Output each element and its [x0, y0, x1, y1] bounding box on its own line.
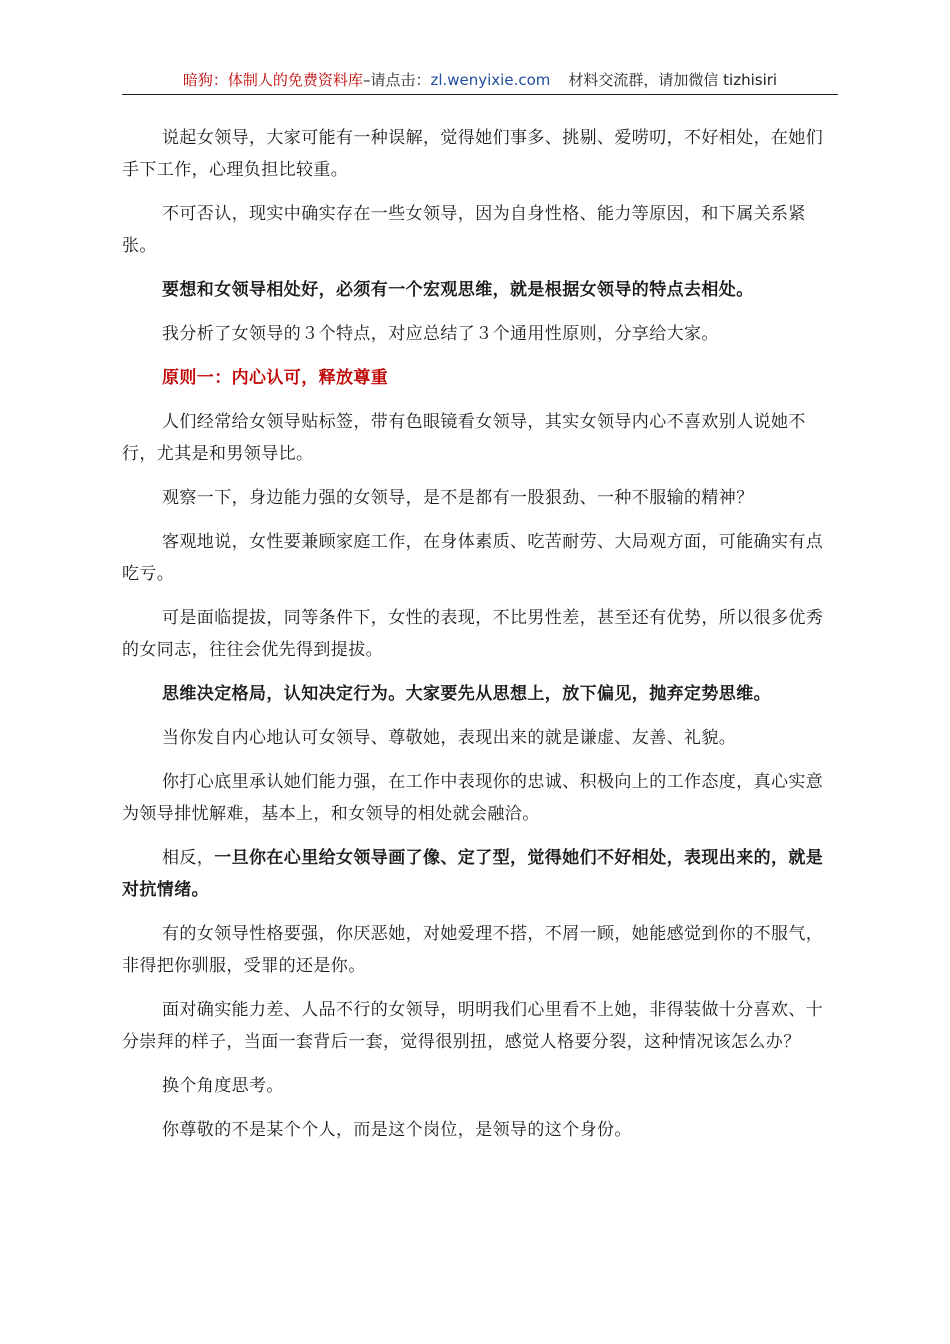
paragraph: 面对确实能力差、人品不行的女领导，明明我们心里看不上她，非得装做十分喜欢、十分崇拜的样子，当面一套背后一套，觉得很别扭，感觉人格要分裂，这种情况该怎么办？: [122, 1000, 824, 1052]
paragraph: 观察一下，身边能力强的女领导，是不是都有一股狠劲、一种不服输的精神？: [162, 488, 754, 508]
header-wechat-note: 材料交流群，请加微信 tizhisiri: [568, 71, 778, 89]
paragraph: 人们经常给女领导贴标签，带有色眼镜看女领导，其实女领导内心不喜欢别人说她不行，尤其是和男领导比。: [122, 412, 806, 464]
paragraph-intro: 说起女领导，大家可能有一种误解，觉得她们事多、挑剔、爱唠叨，不好相处，在她们手下工作，心理负担比较重。: [122, 128, 824, 180]
paragraph-contrast: [122, 842, 838, 906]
header-link[interactable]: zl.wenyixie.com: [430, 71, 551, 89]
paragraph: 你尊敬的不是某个个人，而是这个岗位，是领导的这个身份。: [162, 1120, 632, 1140]
key-point: 思维决定格局，认知决定行为。大家要先从思想上，放下偏见，抛弃定势思维。: [162, 684, 771, 704]
paragraph-emphasis: 一旦你在心里给女领导画了像、定了型，觉得她们不好相处，表现出来的，就是对抗情绪。: [122, 848, 824, 900]
page-header: [122, 66, 838, 95]
article-body: [122, 122, 838, 1158]
paragraph: 客观地说，女性要兼顾家庭工作，在身体素质、吃苦耐劳、大局观方面，可能确实有点吃亏。: [122, 532, 824, 584]
paragraph: 我分析了女领导的３个特点，对应总结了３个通用性原则，分享给大家。: [162, 324, 719, 344]
paragraph: 当你发自内心地认可女领导、尊敬她，表现出来的就是谦虚、友善、礼貌。: [162, 728, 737, 748]
paragraph: 你打心底里承认她们能力强，在工作中表现你的忠诚、积极向上的工作态度，真心实意为领导排忧解难，基本上，和女领导的相处就会融洽。: [122, 772, 824, 824]
paragraph-lead: 相反，: [162, 848, 215, 868]
paragraph: 不可否认，现实中确实存在一些女领导，因为自身性格、能力等原因，和下属关系紧张。: [122, 204, 806, 256]
key-point: 要想和女领导相处好，必须有一个宏观思维，就是根据女领导的特点去相处。: [162, 280, 754, 300]
header-brand: 暗狗：体制人的免费资料库: [182, 71, 363, 89]
paragraph: 换个角度思考。: [162, 1076, 284, 1096]
paragraph: 可是面临提拔，同等条件下，女性的表现，不比男性差，甚至还有优势，所以很多优秀的女同志，往往会优先得到提拔。: [122, 608, 824, 660]
paragraph: 有的女领导性格要强，你厌恶她，对她爱理不搭，不屑一顾，她能感觉到你的不服气，非得把你驯服，受罪的还是你。: [122, 924, 824, 976]
section-heading-principle-one: 原则一：内心认可，释放尊重: [162, 368, 389, 388]
header-link-prefix: –请点击：: [362, 71, 431, 89]
